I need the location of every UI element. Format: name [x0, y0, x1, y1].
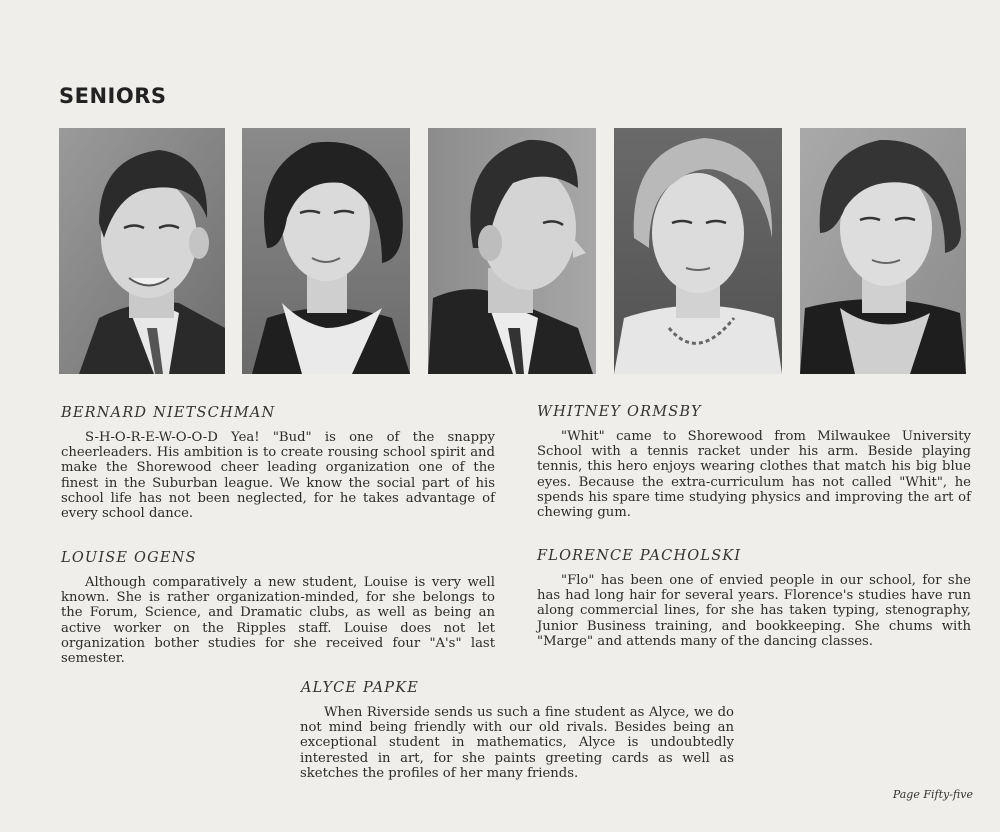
senior-bio: When Riverside sends us such a fine student as Alyce, we do not mind being friendly with our old rivals. Besides being an exceptional student in mathematics, Alyce is undoubtedly interested in art, for she paints greeting cards as well as sketches the profiles of her many friends.: [300, 705, 734, 781]
senior-name: LOUISE OGENS: [61, 550, 197, 566]
senior-name: BERNARD NIETSCHMAN: [61, 405, 276, 421]
portrait-photo: [59, 128, 225, 374]
portrait-photo: [428, 128, 596, 374]
page-title: SENIORS: [59, 84, 167, 108]
senior-bio: S-H-O-R-E-W-O-O-D Yea! "Bud" is one of the snappy cheerleaders. His ambition is to create rousing school spirit and make the Shorewood cheer leading organization one of the finest in the Suburban league. We know the social part of his school life has not been neglected, for he takes advantage of every school dance.: [61, 430, 495, 522]
senior-name: FLORENCE PACHOLSKI: [537, 548, 742, 564]
senior-bio: Although comparatively a new student, Louise is very well known. She is rather organization-minded, for she belongs to the Forum, Science, and Dramatic clubs, as well as being an active worker on the Ripples staff. Louise does not let organization bother studies for she received four "A's" last semester.: [61, 575, 495, 667]
portrait-photo: [800, 128, 966, 374]
page-number: Page Fifty-five: [892, 788, 973, 801]
portrait-photo: [614, 128, 782, 374]
senior-name: ALYCE PAPKE: [301, 680, 420, 696]
senior-bio: "Flo" has been one of envied people in our school, for she has had long hair for several years. Florence's studies have run along commercial lines, for she has taken typing, stenography, Junior Business training, and bookkeeping. She chums with "Marge" and attends many of the dancing classes.: [537, 573, 971, 649]
senior-bio: "Whit" came to Shorewood from Milwaukee University School with a tennis racket under his arm. Beside playing tennis, this hero enjoys wearing clothes that match his big blue eyes. Because the extra-curriculum has not called "Whit", he spends his spare time studying physics and improving the art of chewing gum.: [537, 429, 971, 521]
senior-name: WHITNEY ORMSBY: [537, 404, 702, 420]
portrait-photo: [242, 128, 410, 374]
